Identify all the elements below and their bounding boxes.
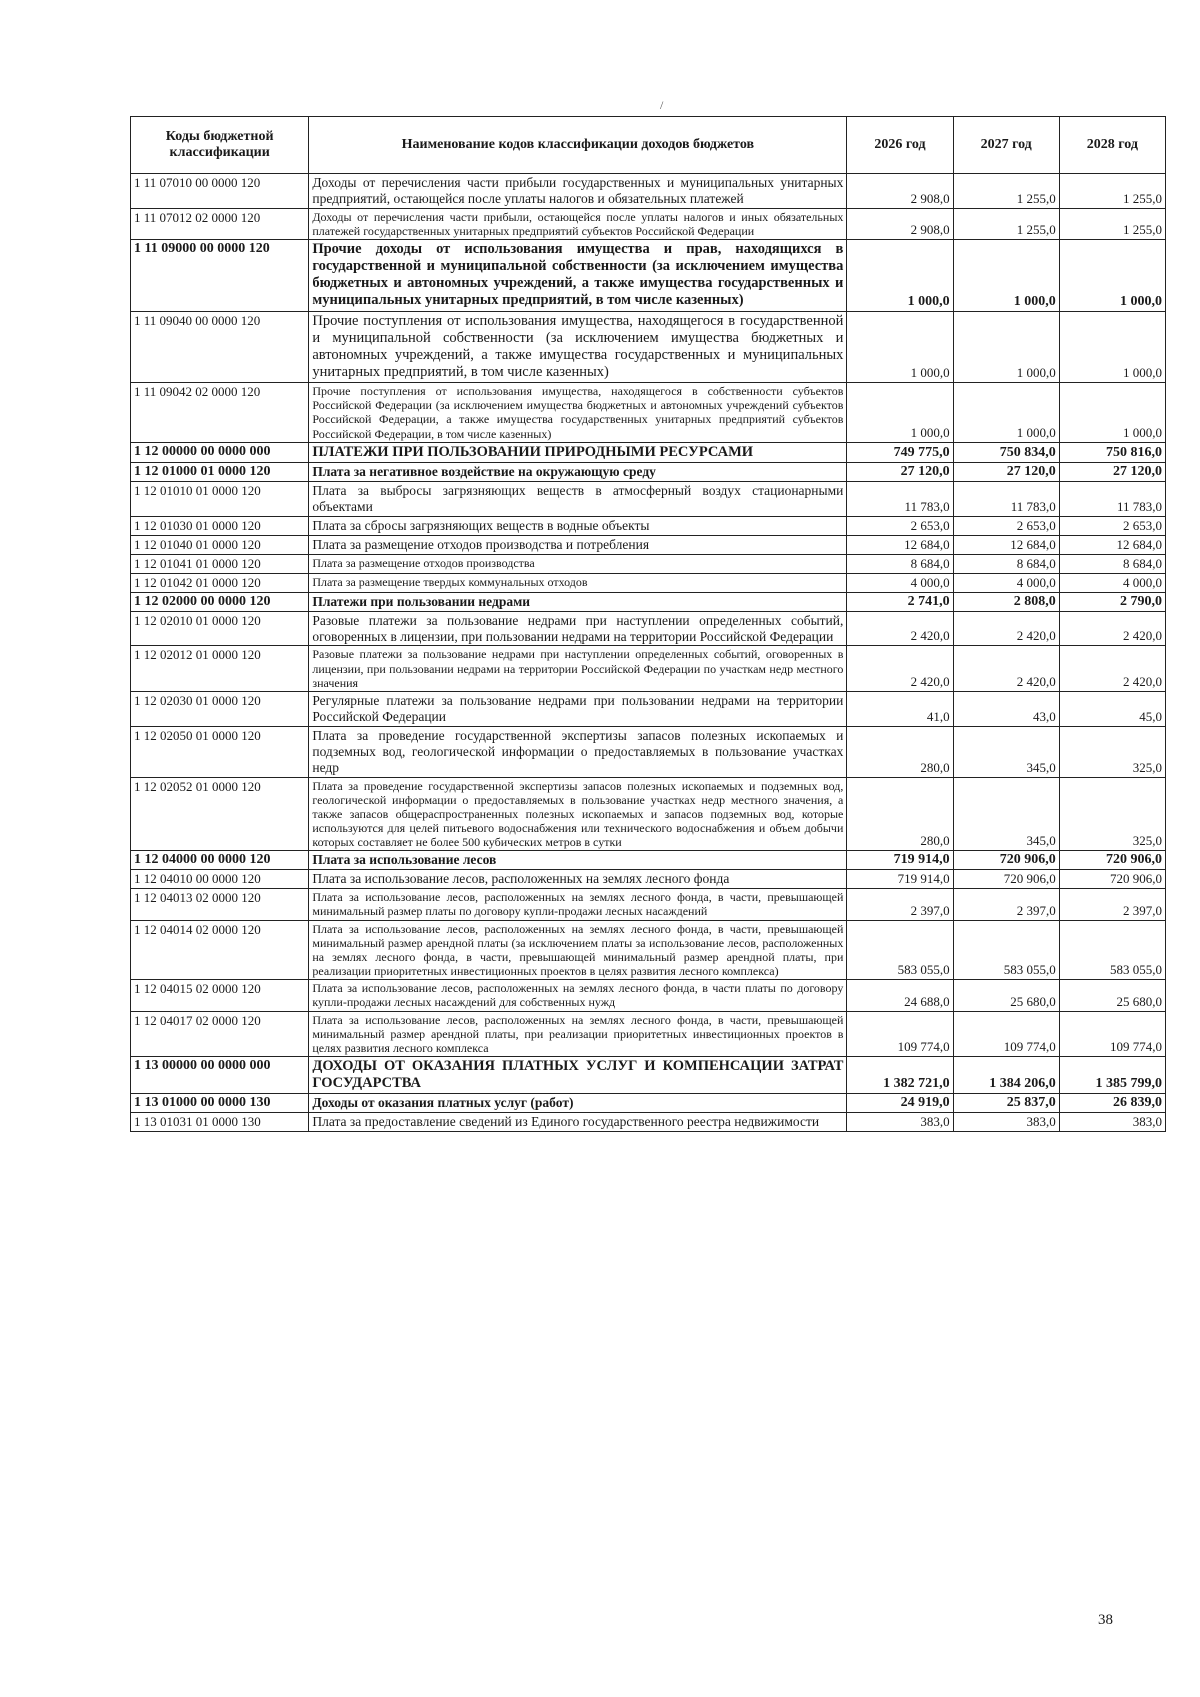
cell-2028: 4 000,0 [1059, 573, 1165, 592]
cell-2027: 2 808,0 [953, 592, 1059, 611]
cell-code: 1 11 09000 00 0000 120 [131, 240, 309, 311]
cell-code: 1 12 04000 00 0000 120 [131, 851, 309, 870]
header-code: Коды бюджетной классификации [131, 117, 309, 174]
cell-name: Плата за размещение отходов производства и потребления [309, 535, 847, 554]
cell-2026: 2 397,0 [847, 889, 953, 920]
table-row [131, 691, 1166, 726]
cell-2027: 1 255,0 [953, 208, 1059, 239]
cell-2028: 45,0 [1059, 691, 1165, 726]
cell-name: Плата за выбросы загрязняющих веществ в атмосферный воздух стационарными объектами [309, 481, 847, 516]
cell-2027: 345,0 [953, 777, 1059, 851]
table-row [131, 870, 1166, 889]
cell-2027: 11 783,0 [953, 481, 1059, 516]
cell-name: Плата за размещение твердых коммунальных отходов [309, 573, 847, 592]
cell-code: 1 12 02050 01 0000 120 [131, 726, 309, 777]
cell-2027: 27 120,0 [953, 462, 1059, 481]
cell-2027: 2 397,0 [953, 889, 1059, 920]
cell-2026: 4 000,0 [847, 573, 953, 592]
cell-name: Прочие поступления от использования имущества, находящегося в государственной и муниципальной собственности (за исключением имущества бюджетных и автономных учреждений, а также имущества государственных и муниципальных унитарных предприятий, в том числе казенных) [309, 311, 847, 382]
cell-2027: 1 000,0 [953, 383, 1059, 443]
cell-code: 1 12 01010 01 0000 120 [131, 481, 309, 516]
cell-2027: 109 774,0 [953, 1011, 1059, 1056]
cell-code: 1 12 02000 00 0000 120 [131, 592, 309, 611]
cell-2028: 11 783,0 [1059, 481, 1165, 516]
header-2028: 2028 год [1059, 117, 1165, 174]
cell-2028: 2 790,0 [1059, 592, 1165, 611]
cell-2028: 26 839,0 [1059, 1094, 1165, 1113]
cell-code: 1 12 00000 00 0000 000 [131, 442, 309, 462]
table-row [131, 311, 1166, 382]
cell-name: Плата за сбросы загрязняющих веществ в водные объекты [309, 516, 847, 535]
cell-2026: 280,0 [847, 777, 953, 851]
table-row [131, 592, 1166, 611]
cell-2027: 43,0 [953, 691, 1059, 726]
cell-name: Плата за использование лесов [309, 851, 847, 870]
table-row [131, 516, 1166, 535]
cell-name: ДОХОДЫ ОТ ОКАЗАНИЯ ПЛАТНЫХ УСЛУГ И КОМПЕНСАЦИИ ЗАТРАТ ГОСУДАРСТВА [309, 1057, 847, 1094]
cell-2028: 1 000,0 [1059, 311, 1165, 382]
cell-2028: 720 906,0 [1059, 851, 1165, 870]
cell-2026: 24 919,0 [847, 1094, 953, 1113]
cell-2028: 2 397,0 [1059, 889, 1165, 920]
table-row [131, 442, 1166, 462]
cell-2026: 749 775,0 [847, 442, 953, 462]
table-body [131, 174, 1166, 1132]
cell-2026: 1 382 721,0 [847, 1057, 953, 1094]
cell-2028: 1 255,0 [1059, 208, 1165, 239]
cell-2026: 280,0 [847, 726, 953, 777]
cell-2028: 750 816,0 [1059, 442, 1165, 462]
cell-2027: 720 906,0 [953, 870, 1059, 889]
cell-2026: 583 055,0 [847, 920, 953, 980]
cell-name: Разовые платежи за пользование недрами при наступлении определенных событий, оговоренных в лицензии, при пользовании недрами на территории Российской Федерации по участкам недр местного значения [309, 646, 847, 691]
cell-code: 1 12 02010 01 0000 120 [131, 611, 309, 646]
table-row [131, 646, 1166, 691]
cell-2027: 12 684,0 [953, 535, 1059, 554]
cell-2028: 27 120,0 [1059, 462, 1165, 481]
cell-2026: 24 688,0 [847, 980, 953, 1011]
cell-2028: 1 000,0 [1059, 383, 1165, 443]
cell-code: 1 13 00000 00 0000 000 [131, 1057, 309, 1094]
cell-name: Регулярные платежи за пользование недрами при пользовании недрами на территории Российской Федерации [309, 691, 847, 726]
cell-2026: 2 741,0 [847, 592, 953, 611]
cell-2028: 325,0 [1059, 726, 1165, 777]
cell-2026: 383,0 [847, 1113, 953, 1132]
cell-code: 1 11 09042 02 0000 120 [131, 383, 309, 443]
cell-2028: 2 420,0 [1059, 611, 1165, 646]
table-row [131, 920, 1166, 980]
cell-name: Плата за использование лесов, расположенных на землях лесного фонда, в части, превышающей минимальный размер платы по договору купли-продажи лесных насаждений [309, 889, 847, 920]
cell-2026: 27 120,0 [847, 462, 953, 481]
cell-2026: 719 914,0 [847, 851, 953, 870]
cell-2027: 8 684,0 [953, 554, 1059, 573]
cell-2026: 2 653,0 [847, 516, 953, 535]
cell-name: Доходы от оказания платных услуг (работ) [309, 1094, 847, 1113]
cell-2027: 25 680,0 [953, 980, 1059, 1011]
cell-2027: 583 055,0 [953, 920, 1059, 980]
table-row [131, 462, 1166, 481]
cell-2026: 2 908,0 [847, 174, 953, 209]
cell-code: 1 12 04014 02 0000 120 [131, 920, 309, 980]
cell-code: 1 12 02030 01 0000 120 [131, 691, 309, 726]
cell-code: 1 12 01000 01 0000 120 [131, 462, 309, 481]
cell-code: 1 11 09040 00 0000 120 [131, 311, 309, 382]
cell-2026: 41,0 [847, 691, 953, 726]
header-name: Наименование кодов классификации доходов бюджетов [309, 117, 847, 174]
table-row [131, 1057, 1166, 1094]
cell-name: Плата за негативное воздействие на окружающую среду [309, 462, 847, 481]
table-row [131, 481, 1166, 516]
cell-name: ПЛАТЕЖИ ПРИ ПОЛЬЗОВАНИИ ПРИРОДНЫМИ РЕСУРСАМИ [309, 442, 847, 462]
table-row [131, 1094, 1166, 1113]
cell-name: Разовые платежи за пользование недрами при наступлении определенных событий, оговоренных в лицензии, при пользовании недрами на территории Российской Федерации [309, 611, 847, 646]
cell-2028: 1 385 799,0 [1059, 1057, 1165, 1094]
cell-name: Плата за использование лесов, расположенных на землях лесного фонда [309, 870, 847, 889]
cell-2027: 1 000,0 [953, 311, 1059, 382]
cell-code: 1 13 01000 00 0000 130 [131, 1094, 309, 1113]
table-row [131, 1113, 1166, 1132]
cell-2028: 109 774,0 [1059, 1011, 1165, 1056]
cell-code: 1 11 07012 02 0000 120 [131, 208, 309, 239]
cell-2027: 25 837,0 [953, 1094, 1059, 1113]
cell-2027: 720 906,0 [953, 851, 1059, 870]
cell-name: Платежи при пользовании недрами [309, 592, 847, 611]
cell-code: 1 12 02052 01 0000 120 [131, 777, 309, 851]
table-row [131, 726, 1166, 777]
cell-2028: 12 684,0 [1059, 535, 1165, 554]
cell-code: 1 12 04013 02 0000 120 [131, 889, 309, 920]
cell-code: 1 12 04017 02 0000 120 [131, 1011, 309, 1056]
header-2027: 2027 год [953, 117, 1059, 174]
cell-2027: 2 420,0 [953, 611, 1059, 646]
header-2026: 2026 год [847, 117, 953, 174]
cell-name: Плата за использование лесов, расположенных на землях лесного фонда, в части, превышающей минимальный размер арендной платы (за исключением платы за использование лесов, расположенных на землях лесного фонда, в части, превышающей минимальный размер арендной платы, при реализации приоритетных инвестиционных проектов в целях развития лесного комплекса) [309, 920, 847, 980]
cell-2027: 345,0 [953, 726, 1059, 777]
cell-2026: 8 684,0 [847, 554, 953, 573]
table-row [131, 980, 1166, 1011]
cell-name: Доходы от перечисления части прибыли государственных и муниципальных унитарных предприятий, остающейся после уплаты налогов и обязательных платежей [309, 174, 847, 209]
table-row [131, 240, 1166, 311]
table-row [131, 554, 1166, 573]
cell-2028: 25 680,0 [1059, 980, 1165, 1011]
cell-code: 1 12 01030 01 0000 120 [131, 516, 309, 535]
cell-name: Плата за предоставление сведений из Единого государственного реестра недвижимости [309, 1113, 847, 1132]
cell-2027: 2 420,0 [953, 646, 1059, 691]
cell-2028: 1 000,0 [1059, 240, 1165, 311]
cell-2026: 2 420,0 [847, 611, 953, 646]
cell-2028: 2 653,0 [1059, 516, 1165, 535]
cell-2027: 1 384 206,0 [953, 1057, 1059, 1094]
table-row [131, 174, 1166, 209]
cell-2026: 719 914,0 [847, 870, 953, 889]
table-row [131, 611, 1166, 646]
cell-code: 1 12 04015 02 0000 120 [131, 980, 309, 1011]
cell-2026: 109 774,0 [847, 1011, 953, 1056]
cell-2028: 325,0 [1059, 777, 1165, 851]
cell-code: 1 12 01042 01 0000 120 [131, 573, 309, 592]
cell-2026: 12 684,0 [847, 535, 953, 554]
cell-2027: 1 000,0 [953, 240, 1059, 311]
cell-2028: 383,0 [1059, 1113, 1165, 1132]
cell-2028: 2 420,0 [1059, 646, 1165, 691]
cell-code: 1 13 01031 01 0000 130 [131, 1113, 309, 1132]
cell-2028: 1 255,0 [1059, 174, 1165, 209]
table-row [131, 573, 1166, 592]
cell-name: Прочие поступления от использования имущества, находящегося в собственности субъектов Российской Федерации (за исключением имущества бюджетных и автономных учреждений субъектов Российской Федерации, а также имущества государственных унитарных предприятий субъектов Российской Федерации, в том числе казенных) [309, 383, 847, 443]
cell-name: Доходы от перечисления части прибыли, остающейся после уплаты налогов и иных обязательных платежей государственных унитарных предприятий субъектов Российской Федерации [309, 208, 847, 239]
page-number: 38 [1098, 1612, 1113, 1628]
cell-2026: 2 420,0 [847, 646, 953, 691]
cell-code: 1 11 07010 00 0000 120 [131, 174, 309, 209]
cell-name: Плата за проведение государственной экспертизы запасов полезных ископаемых и подземных вод, геологической информации о предоставляемых в пользование участках недр [309, 726, 847, 777]
cell-2026: 1 000,0 [847, 311, 953, 382]
cell-2026: 11 783,0 [847, 481, 953, 516]
table-row [131, 889, 1166, 920]
cell-code: 1 12 01041 01 0000 120 [131, 554, 309, 573]
table-row [131, 777, 1166, 851]
table-row [131, 383, 1166, 443]
cell-name: Плата за размещение отходов производства [309, 554, 847, 573]
cell-name: Плата за использование лесов, расположенных на землях лесного фонда, в части, превышающей минимальный размер арендной платы, при реализации приоритетных инвестиционных проектов в целях развития лесного комплекса [309, 1011, 847, 1056]
cell-code: 1 12 01040 01 0000 120 [131, 535, 309, 554]
cell-2028: 8 684,0 [1059, 554, 1165, 573]
cell-2027: 1 255,0 [953, 174, 1059, 209]
cell-2026: 1 000,0 [847, 240, 953, 311]
cell-name: Плата за проведение государственной экспертизы запасов полезных ископаемых и подземных вод, геологической информации о предоставляемых в пользование участках недр местного значения, а также запасов общераспространенных полезных ископаемых и запасов подземных вод, которые используются для целей питьевого водоснабжения или технического водоснабжения и объем добычи которых составляет не более 500 кубических метров в сутки [309, 777, 847, 851]
table-row [131, 535, 1166, 554]
cell-code: 1 12 02012 01 0000 120 [131, 646, 309, 691]
table-row [131, 208, 1166, 239]
cell-2027: 2 653,0 [953, 516, 1059, 535]
cell-2027: 383,0 [953, 1113, 1059, 1132]
cell-2026: 2 908,0 [847, 208, 953, 239]
budget-revenue-table [130, 116, 1166, 1132]
page-mark: / [660, 98, 664, 112]
cell-2026: 1 000,0 [847, 383, 953, 443]
table-row [131, 851, 1166, 870]
cell-name: Прочие доходы от использования имущества и прав, находящихся в государственной и муниципальной собственности (за исключением имущества бюджетных и автономных учреждений, а также имущества государственных и муниципальных унитарных предприятий, в том числе казенных) [309, 240, 847, 311]
cell-code: 1 12 04010 00 0000 120 [131, 870, 309, 889]
table-header-row [131, 117, 1166, 174]
table-row [131, 1011, 1166, 1056]
cell-2027: 4 000,0 [953, 573, 1059, 592]
cell-2027: 750 834,0 [953, 442, 1059, 462]
cell-2028: 583 055,0 [1059, 920, 1165, 980]
cell-name: Плата за использование лесов, расположенных на землях лесного фонда, в части платы по договору купли-продажи лесных насаждений для собственных нужд [309, 980, 847, 1011]
cell-2028: 720 906,0 [1059, 870, 1165, 889]
